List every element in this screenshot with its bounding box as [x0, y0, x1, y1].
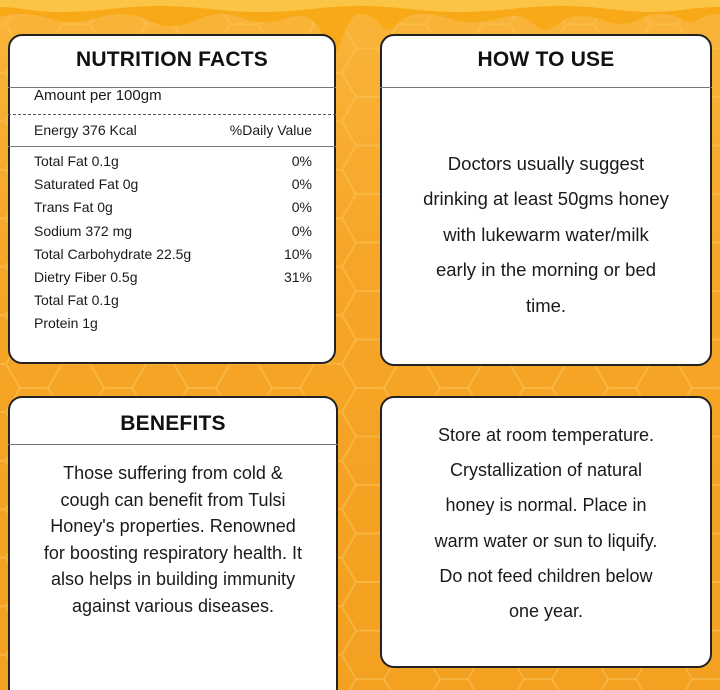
- storage-text: [390, 418, 702, 629]
- nutrient-percent: 0%: [291, 199, 312, 216]
- nutrition-row: [34, 243, 312, 266]
- text-line: honey is normal. Place in: [445, 495, 647, 516]
- nutrition-rows: [34, 150, 312, 336]
- text-line: Doctors usually suggest: [447, 153, 645, 174]
- divider: [380, 87, 712, 88]
- how-to-use-title: HOW TO USE: [477, 48, 615, 71]
- nutrient-percent: 0%: [291, 222, 312, 239]
- nutrient-name: Total Carbohydrate 22.5g: [34, 245, 192, 262]
- nutrient-percent: [272, 312, 312, 335]
- text-line: warm water or sun to liquify.: [434, 530, 658, 551]
- text-line: for boosting respiratory health. It: [43, 542, 303, 563]
- text-line: against various diseases.: [71, 595, 275, 616]
- nutrient-name: Trans Fat 0g: [34, 199, 113, 216]
- nutrient-percent: 0%: [291, 176, 312, 193]
- daily-value-header: %Daily Value: [229, 122, 312, 138]
- nutrient-name: Sodium 372 mg: [34, 222, 133, 239]
- storage-card: [380, 396, 712, 668]
- how-to-use-text: [390, 146, 702, 323]
- text-line: Store at room temperature.: [437, 425, 655, 445]
- divider: [8, 146, 336, 147]
- benefits-text: [18, 460, 328, 620]
- nutrient-percent: 31%: [283, 268, 312, 285]
- amount-per-label: Amount per 100gm: [34, 87, 162, 104]
- how-to-use-card: [380, 34, 712, 366]
- nutrition-row: [34, 312, 312, 335]
- dashed-divider: [8, 114, 336, 115]
- nutrition-facts-card: [8, 34, 336, 364]
- nutrient-name: Protein 1g: [34, 315, 98, 332]
- text-line: with lukewarm water/milk: [443, 223, 649, 245]
- nutrition-row: [34, 173, 312, 196]
- nutrition-row: [34, 196, 312, 219]
- nutrient-name: Total Fat 0.1g: [34, 292, 119, 309]
- nutrient-name: Total Fat 0.1g: [34, 153, 119, 169]
- nutrition-row: [34, 266, 312, 289]
- nutrient-percent: 10%: [283, 245, 312, 262]
- energy-label: Energy 376 Kcal: [34, 122, 137, 138]
- text-line: drinking at least 50gms honey: [423, 188, 669, 210]
- nutrient-percent: [272, 289, 312, 312]
- nutrition-row: [34, 220, 312, 243]
- text-line: one year.: [508, 601, 584, 622]
- nutrient-name: Dietry Fiber 0.5g: [34, 268, 138, 285]
- text-line: early in the morning or bed: [435, 259, 657, 281]
- nutrient-name: Saturated Fat 0g: [34, 176, 139, 193]
- text-line: Do not feed children below: [439, 565, 653, 586]
- benefits-title: BENEFITS: [120, 412, 226, 435]
- text-line: Those suffering from cold &: [63, 463, 283, 483]
- nutrition-facts-title: NUTRITION FACTS: [76, 48, 268, 71]
- text-line: time.: [525, 294, 567, 316]
- nutrient-percent: 0%: [291, 153, 312, 169]
- benefits-card: [8, 396, 338, 690]
- divider: [8, 444, 338, 445]
- text-line: Honey's properties. Renowned: [50, 516, 296, 537]
- nutrition-row: [34, 150, 312, 173]
- nutrition-row: [34, 289, 312, 312]
- text-line: Crystallization of natural: [449, 460, 643, 481]
- text-line: cough can benefit from Tulsi: [60, 489, 286, 510]
- text-line: also helps in building immunity: [50, 569, 296, 590]
